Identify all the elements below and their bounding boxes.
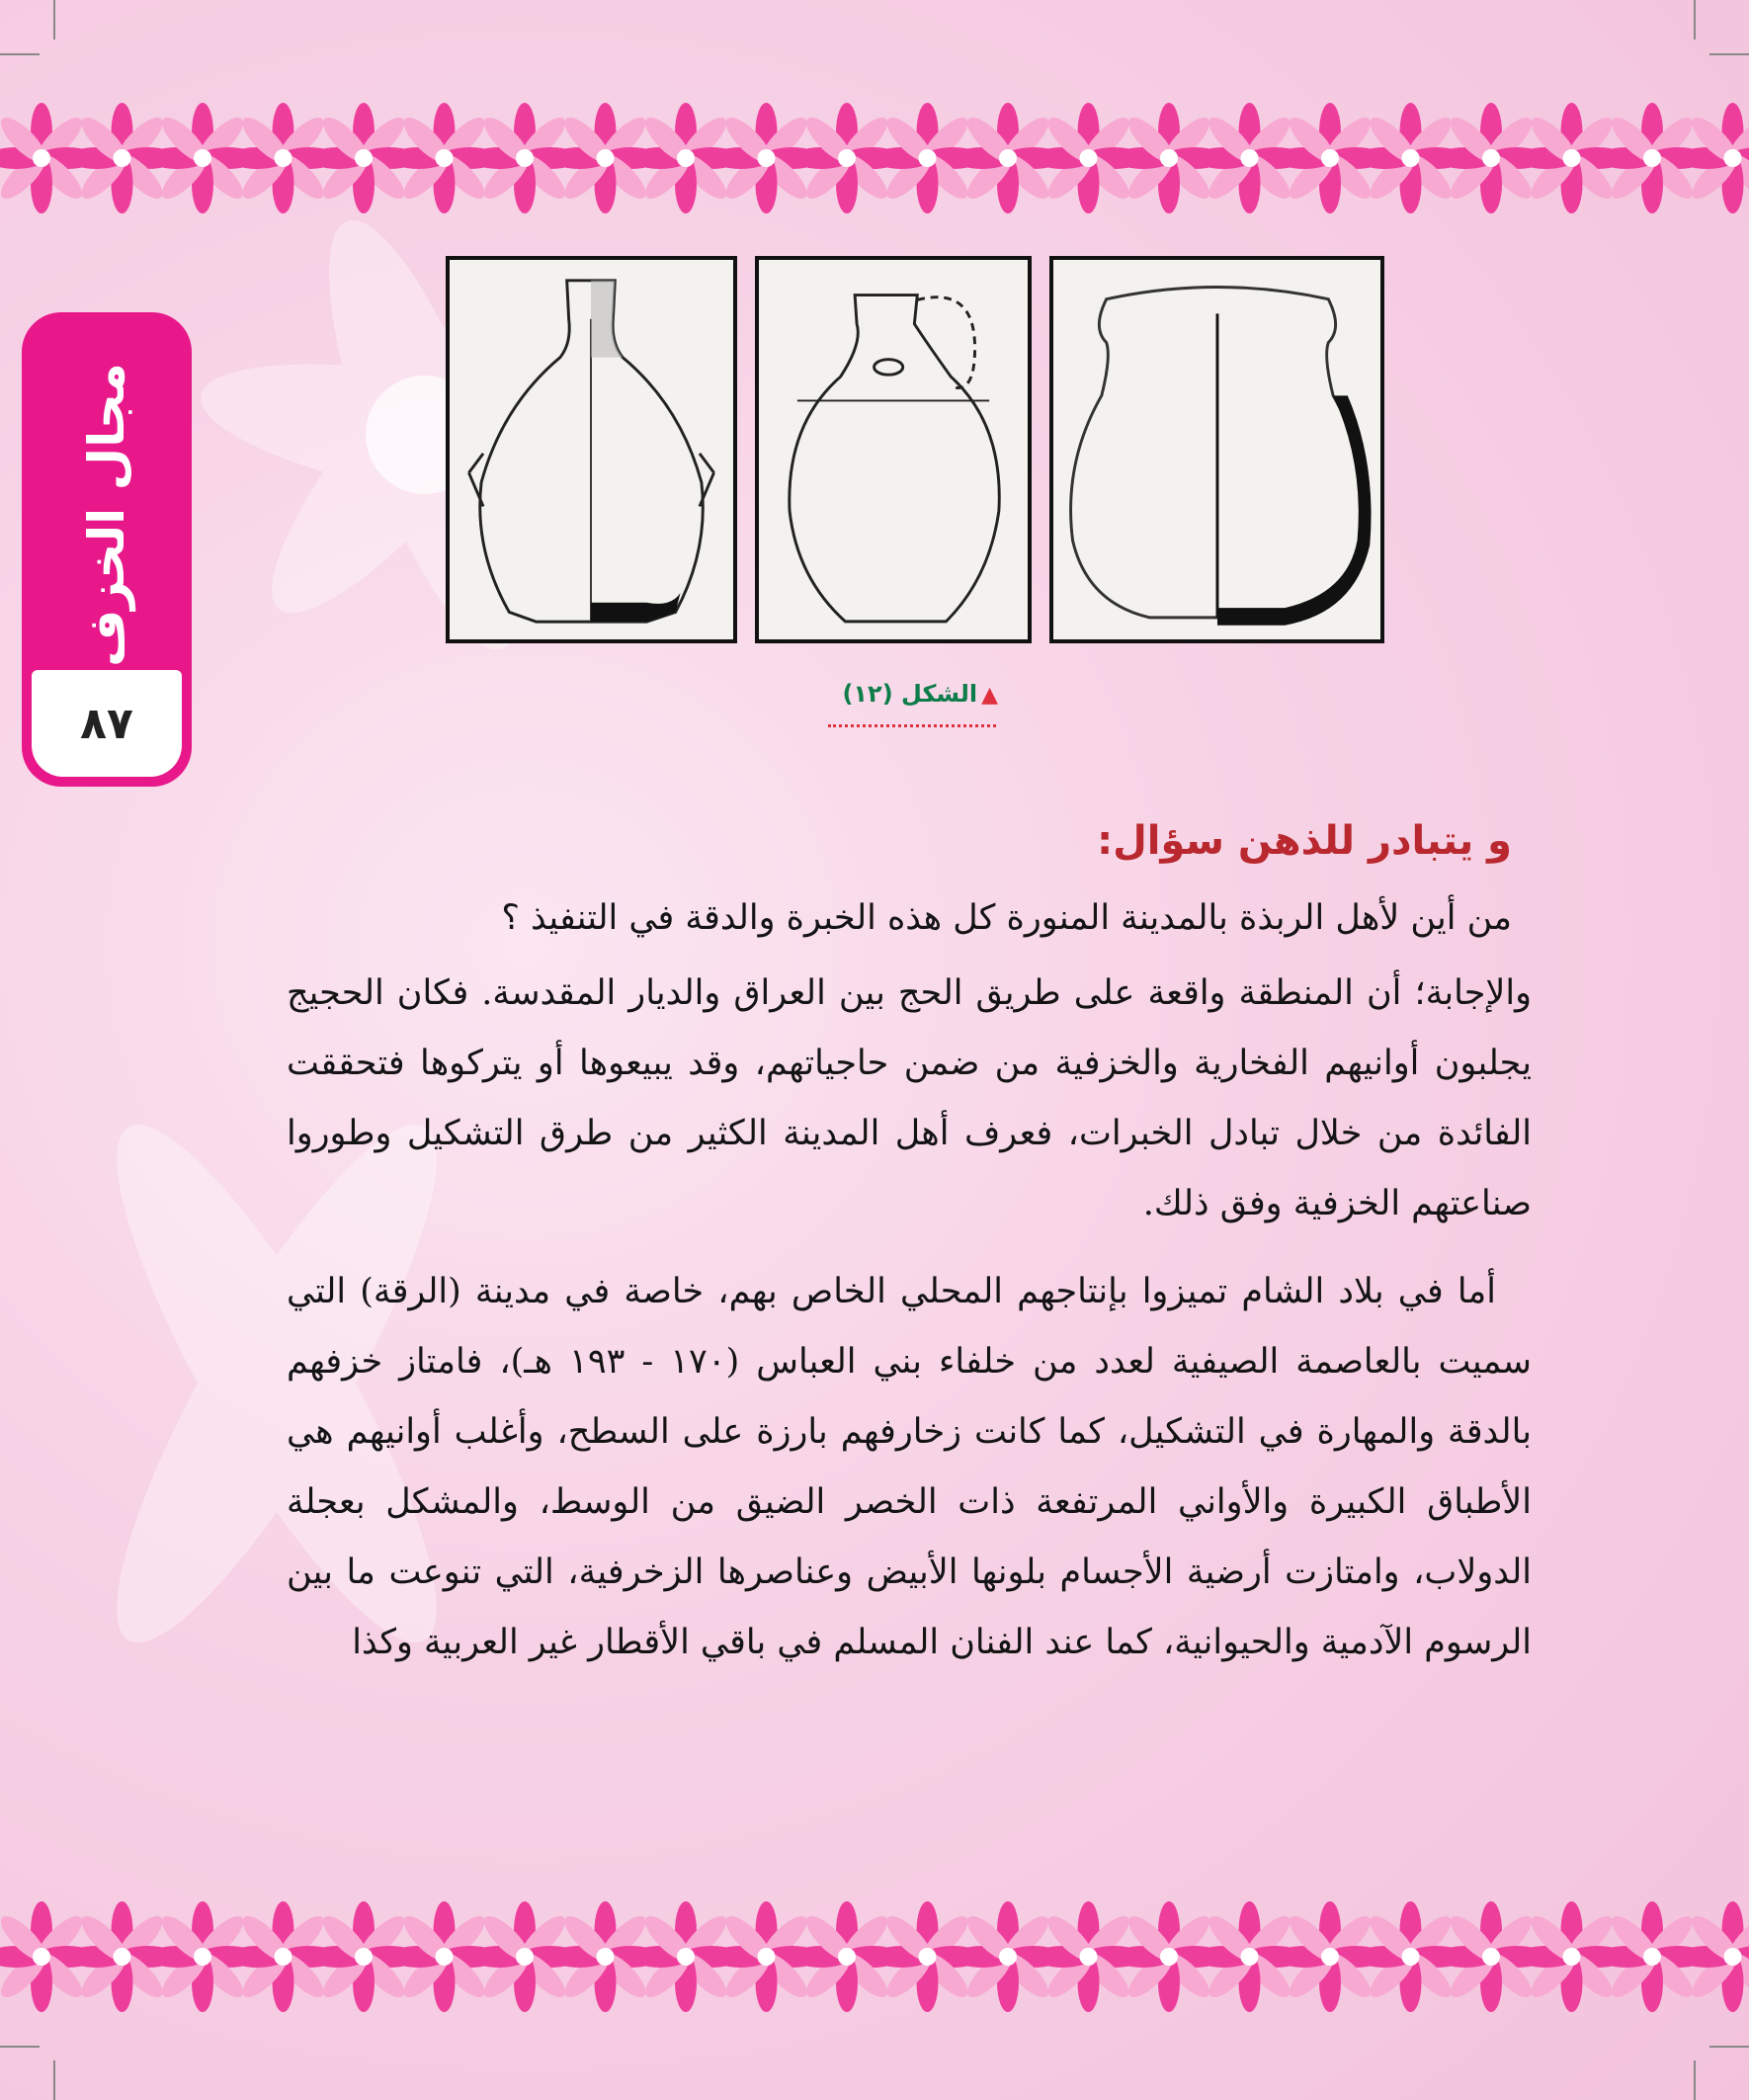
caption-arrow-icon: ▲ — [981, 683, 998, 708]
figure-caption — [816, 680, 998, 729]
vase-long-neck-image — [446, 256, 737, 643]
jug-with-handle-image — [755, 256, 1032, 643]
paragraph-answer: والإجابة؛ أن المنطقة واقعة على طريق الحج بين العراق والديار المقدسة. فكان الحجيج يجلبون أوانيهم الفخارية والخزفية من ضمن حاجياتهم، وقد يبيعوها أو يتركوها فتحققت الفائدة من خلال تبادل الخبرات، فعرف أهل المدينة الكثير من طرق التشكيل وطوروا صناعتهم الخزفية وفق ذلك. — [287, 973, 1532, 1223]
wide-mouth-pot-image — [1049, 256, 1384, 643]
page-number-box — [32, 670, 182, 777]
crop-mark — [53, 2060, 55, 2100]
crop-mark — [1709, 53, 1749, 55]
bottom-flower-border — [0, 1883, 1749, 2031]
figure-12 — [446, 256, 1384, 647]
top-flower-border — [0, 84, 1749, 232]
figure-caption-text: الشكل (١٢) — [842, 680, 978, 708]
section-title — [57, 352, 156, 678]
question-heading: و يتبادر للذهن سؤال: — [1097, 818, 1512, 864]
section-title-text: مجال الخزف — [78, 363, 135, 667]
crop-mark — [1709, 2046, 1749, 2048]
crop-mark — [53, 0, 55, 40]
body-text — [287, 818, 1532, 1696]
crop-mark — [0, 2046, 40, 2048]
page-number: ٨٧ — [80, 698, 133, 749]
section-tab — [22, 312, 192, 787]
crop-mark — [1694, 2060, 1696, 2100]
crop-mark — [1694, 0, 1696, 40]
caption-dotted-line — [828, 724, 996, 727]
question-text: من أين لأهل الربذة بالمدينة المنورة كل هذه الخبرة والدقة في التنفيذ ؟ — [501, 898, 1512, 938]
paragraph-sham: أما في بلاد الشام تميزوا بإنتاجهم المحلي الخاص بهم، خاصة في مدينة (الرقة) التي سميت بالعاصمة الصيفية لعدد من خلفاء بني العباس (١٧٠ - ١٩٣ هـ)، فامتاز خزفهم بالدقة والمهارة في التشكيل، كما كانت زخارفهم بارزة على السطح، وأغلب أوانيهم هي الأطباق الكبيرة والأواني المرتفعة ذات الخصر الضيق من الوسط، والمشكل بعجلة الدولاب، وامتازت أرضية الأجسام بلونها الأبيض وعناصرها الزخرفية، التي تنوعت ما بين الرسوم الآدمية والحيوانية، كما عند الفنان المسلم في باقي الأقطار غير العربية وكذا — [287, 1272, 1533, 1662]
crop-mark — [0, 53, 40, 55]
